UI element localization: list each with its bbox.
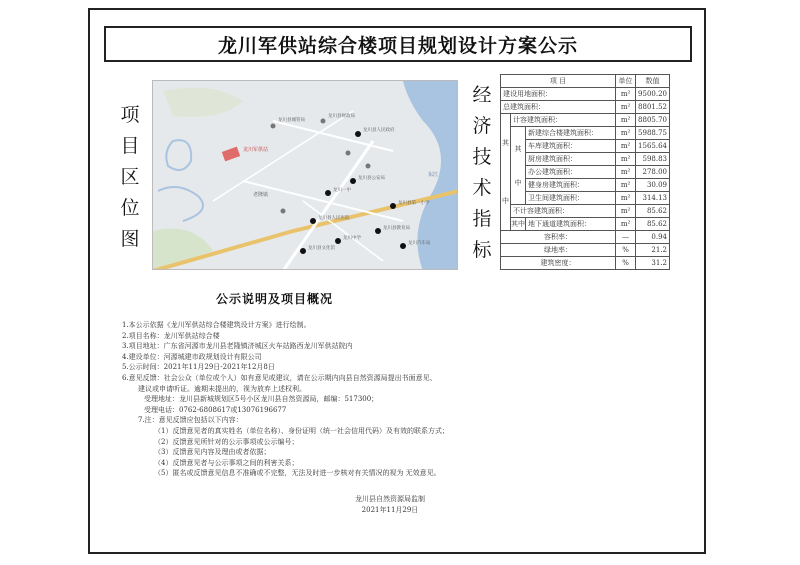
row-unit: — <box>616 231 636 244</box>
map-label: 老隆镇 <box>253 192 269 198</box>
subgroup-label: 其 中 <box>511 127 526 205</box>
row-value: 31.2 <box>636 257 670 270</box>
row-label: 地下通道建筑面积： <box>526 218 616 231</box>
location-map-label <box>118 100 142 255</box>
table-row <box>501 127 670 140</box>
row-label: 卫生间建筑面积： <box>526 192 616 205</box>
group-label: 其 中 <box>501 114 511 231</box>
table-header-row <box>501 75 670 88</box>
row-value: 8801.52 <box>636 101 670 114</box>
table-row <box>501 244 670 257</box>
map-label: 龙川县人民政府 <box>363 128 395 133</box>
table-row <box>501 114 670 127</box>
indicators-label-char: 术 <box>472 177 492 199</box>
row-label: 计容建筑面积： <box>511 114 616 127</box>
row-unit: m² <box>616 88 636 101</box>
indicators-label-char: 标 <box>472 239 492 261</box>
subgroup-label: 其中 <box>511 218 526 231</box>
row-unit: m² <box>616 101 636 114</box>
notice-body <box>122 320 682 479</box>
notice-line: （3）反馈意见内容及理由或者依据； <box>154 448 271 457</box>
row-unit: % <box>616 257 636 270</box>
row-unit: % <box>616 244 636 257</box>
table-row <box>501 153 670 166</box>
location-label-char: 项 <box>120 104 140 126</box>
notice-line: 建议或申请听证。逾期未提出的，视为放弃上述权利。 <box>138 384 306 393</box>
header-value: 数值 <box>636 75 670 88</box>
row-unit: m² <box>616 114 636 127</box>
table-row <box>501 192 670 205</box>
location-label-char: 区 <box>120 166 140 188</box>
map-label: 龙川县财政局 <box>328 114 355 119</box>
notice-line: 3.项目地址：广东省河源市龙川县老隆镇济城区火车站路西龙川军供站院内 <box>122 342 353 351</box>
row-value: 0.94 <box>636 231 670 244</box>
signature-date: 2021年11月29日 <box>361 506 419 514</box>
row-value: 8805.70 <box>636 114 670 127</box>
header-item: 项 目 <box>501 75 616 88</box>
table-row <box>501 205 670 218</box>
row-label: 建筑密度： <box>501 257 616 270</box>
page-title: 龙川军供站综合楼项目规划设计方案公示 <box>217 34 578 57</box>
row-value: 278.00 <box>636 166 670 179</box>
notice-line: 受理电话：0762-6808617或13076196677 <box>144 405 287 414</box>
row-label: 厨房建筑面积： <box>526 153 616 166</box>
map-label: 龙川汽车站 <box>408 241 431 246</box>
table-row <box>501 101 670 114</box>
row-unit: m² <box>616 205 636 218</box>
signature-block <box>340 494 440 516</box>
row-value: 314.13 <box>636 192 670 205</box>
table-row <box>501 88 670 101</box>
row-label: 车库建筑面积： <box>526 140 616 153</box>
map-label: 龙川县城管局 <box>278 118 305 123</box>
map-label: 龙川中学 <box>343 236 361 241</box>
notice-line: 受理地址：龙川县新城规划区5号小区龙川县自然资源局，邮编：517300； <box>144 395 379 404</box>
notice-line: 1.本公示依据《龙川军供站综合楼建筑设计方案》进行绘制。 <box>122 321 311 329</box>
map-label: 龙川县教育局 <box>383 226 410 231</box>
indicators-label-char: 指 <box>472 208 492 230</box>
row-label: 绿地率： <box>501 244 616 257</box>
map-label: 龙川县人民医院 <box>318 216 350 221</box>
table-row <box>501 179 670 192</box>
indicators-label-char: 济 <box>472 115 492 137</box>
map-graphic <box>153 81 458 270</box>
map-label: 龙川县公安局 <box>358 176 385 181</box>
signature-org: 龙川县自然资源局监制 <box>355 495 425 503</box>
notice-title: 公示说明及项目概况 <box>216 292 334 306</box>
row-value: 85.62 <box>636 205 670 218</box>
row-unit: m² <box>616 166 636 179</box>
notice-line: 7.注：意见反馈应包括以下内容： <box>138 416 243 425</box>
table-row <box>501 218 670 231</box>
row-label: 新建综合楼建筑面积： <box>526 127 616 140</box>
economic-indicators-table <box>500 74 670 270</box>
row-unit: m² <box>616 179 636 192</box>
location-map <box>152 80 458 270</box>
indicators-label-char: 技 <box>472 146 492 168</box>
notice-line: （1）反馈意见者的真实姓名（单位名称）、身份证明（统一社会信用代码）及有效的联系方式； <box>154 426 449 435</box>
notice-line: 4.建设单位：河源城建市政规划设计有限公司 <box>122 352 262 361</box>
map-label: 龙川县第一小学 <box>398 201 430 206</box>
notice-line: （5）匿名或反馈意见信息不准确或不完整，无法及时进一步核对有关情况的视为 无效意见。 <box>154 469 441 478</box>
row-label: 健身房建筑面积： <box>526 179 616 192</box>
table-row <box>501 257 670 270</box>
row-unit: m² <box>616 192 636 205</box>
row-value: 30.09 <box>636 179 670 192</box>
map-label: 龙川一中 <box>333 188 351 193</box>
row-unit: m² <box>616 153 636 166</box>
notice-line: 2.项目名称：龙川军供站综合楼 <box>122 331 220 340</box>
row-value: 9500.20 <box>636 88 670 101</box>
location-label-char: 位 <box>120 197 140 219</box>
title-banner <box>104 26 692 62</box>
table-row <box>501 231 670 244</box>
map-label: 龙川县文化馆 <box>308 246 335 251</box>
row-unit: m² <box>616 140 636 153</box>
location-label-char: 图 <box>120 228 140 250</box>
header-unit: 单位 <box>616 75 636 88</box>
row-label: 不计容建筑面积： <box>511 205 616 218</box>
row-value: 1565.64 <box>636 140 670 153</box>
row-value: 85.62 <box>636 218 670 231</box>
row-unit: m² <box>616 127 636 140</box>
notice-line: （4）反馈意见者与公示事项之间的利害关系； <box>154 458 299 467</box>
row-value: 5988.75 <box>636 127 670 140</box>
row-label: 建设用地面积： <box>501 88 616 101</box>
notice-line: 5.公示时间：2021年11月29日-2021年12月8日 <box>122 363 275 372</box>
row-label: 容积率： <box>501 231 616 244</box>
row-value: 598.83 <box>636 153 670 166</box>
notice-line: （2）反馈意见所针对的公示事项或公示编号； <box>154 437 299 446</box>
row-value: 21.2 <box>636 244 670 257</box>
indicators-label-char: 经 <box>472 84 492 106</box>
notice-line: 6.意见反馈：社会公众（单位或个人）如有意见或建议，请在公示期内向县自然资源局提出书面意见、 <box>122 373 437 382</box>
map-label: 东江 <box>428 172 439 178</box>
row-unit: m² <box>616 218 636 231</box>
table-row <box>501 166 670 179</box>
row-label: 总建筑面积： <box>501 101 616 114</box>
indicators-label <box>470 80 494 266</box>
row-label: 办公建筑面积： <box>526 166 616 179</box>
table-row <box>501 140 670 153</box>
map-label: 龙川军供站 <box>243 147 269 153</box>
location-label-char: 目 <box>120 135 140 157</box>
